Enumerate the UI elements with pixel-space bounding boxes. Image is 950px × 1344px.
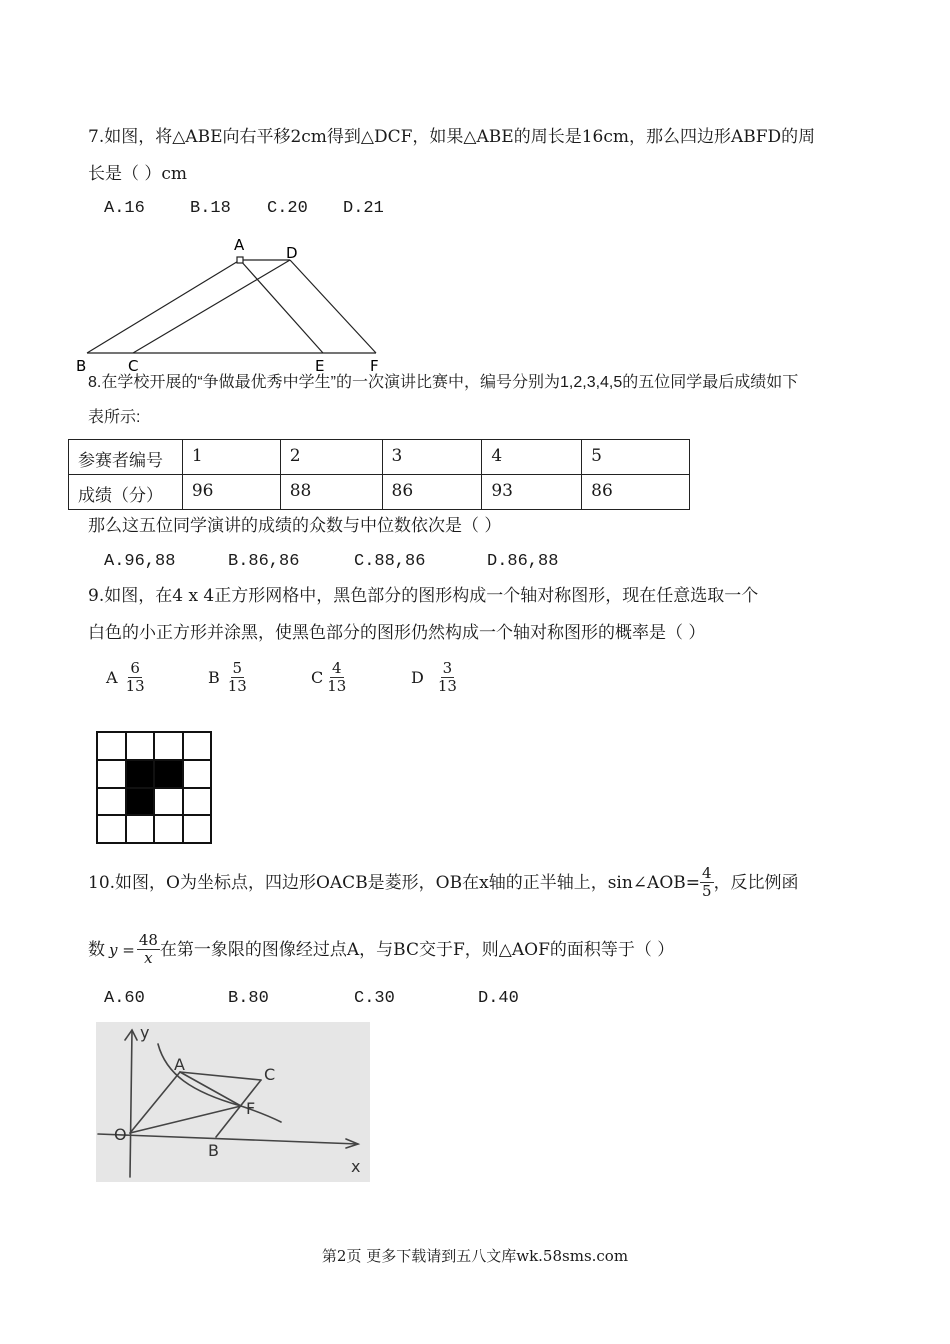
q7-option-a: A.16	[104, 199, 145, 218]
q7-option-b: B.18	[190, 199, 231, 218]
grid-cell-white	[126, 732, 155, 760]
numerator: 4	[702, 864, 712, 882]
q10-label-y: y	[140, 1023, 150, 1042]
q10-label-c: C	[264, 1065, 276, 1084]
table-row	[69, 475, 690, 510]
q10-label-f: F	[246, 1099, 256, 1118]
q9-option-c	[311, 660, 348, 695]
denominator: 13	[437, 677, 457, 695]
q9-text-line2: 白色的小正方形并涂黑，使黑色部分的图形仍然构成一个轴对称图形的概率是（ ）	[88, 623, 706, 643]
grid-cell-white	[154, 732, 183, 760]
fraction	[436, 660, 459, 695]
denominator: 5	[702, 882, 712, 900]
q10-line1-part2: ，反比例函	[713, 872, 799, 893]
grid-cell-white	[97, 788, 126, 816]
q10-label-x: x	[351, 1157, 361, 1176]
table-cell: 93	[482, 475, 582, 510]
table-cell: 5	[582, 440, 690, 475]
table-cell: 96	[182, 475, 280, 510]
denominator: x	[144, 949, 153, 967]
grid-cell-white	[183, 732, 212, 760]
q8-text-line2: 表所示:	[88, 409, 141, 426]
q8-score-table	[68, 439, 690, 510]
function-fraction	[137, 932, 160, 967]
table-cell: 88	[280, 475, 382, 510]
q10-label-b: B	[208, 1141, 219, 1160]
table-cell: 86	[582, 475, 690, 510]
grid-cell-black	[126, 760, 155, 788]
q10-option-c: C.30	[354, 989, 395, 1008]
q10-label-a: A	[174, 1055, 185, 1074]
q9-grid-figure	[96, 731, 212, 844]
q8-option-b: B.86,86	[228, 552, 300, 571]
table-cell: 2	[280, 440, 382, 475]
q7-label-b: B	[76, 357, 87, 372]
q8-text-line1: 8.在学校开展的“争做最优秀中学生”的一次演讲比赛中，编号分别为1,2,3,4,5的五位同学最后成绩如下	[88, 374, 799, 391]
q8-option-c: C.88,86	[354, 552, 426, 571]
q10-line2-part1: 数	[88, 939, 105, 960]
q7-label-a: A	[234, 236, 245, 254]
q9-option-b	[208, 660, 249, 695]
fraction	[325, 660, 348, 695]
q8-option-d: D.86,88	[487, 552, 559, 571]
table-row	[69, 440, 690, 475]
q10-handdrawn-figure	[96, 1022, 370, 1182]
q7-label-d: D	[286, 244, 298, 262]
table-cell: 1	[182, 440, 280, 475]
q7-text-line2: 长是（ ）cm	[88, 164, 188, 184]
q7-label-e: E	[315, 357, 325, 372]
function-lhs: y =	[109, 940, 135, 959]
denominator: 13	[227, 677, 247, 695]
q9-option-d	[411, 660, 459, 695]
q7-label-f: F	[370, 357, 379, 372]
q10-option-b: B.80	[228, 989, 269, 1008]
table-cell: 86	[382, 475, 482, 510]
fraction	[124, 660, 147, 695]
grid-cell-white	[183, 760, 212, 788]
option-letter: C	[311, 668, 324, 687]
q10-line1-part1: 10.如图，O为坐标点，四边形OACB是菱形，OB在x轴的正半轴上，sin∠AOB=	[88, 872, 701, 893]
numerator: 5	[232, 659, 243, 677]
numerator: 4	[332, 659, 342, 677]
table-cell: 3	[382, 440, 482, 475]
grid-cell-white	[183, 788, 212, 816]
q10-figure-drawing	[96, 1022, 370, 1182]
grid-cell-white	[97, 732, 126, 760]
table-cell: 4	[482, 440, 582, 475]
grid-cell-white	[183, 815, 212, 843]
page-footer: 第2页 更多下载请到五八文库wk.58sms.com	[321, 1247, 629, 1265]
grid-cell-black	[154, 760, 183, 788]
q7-option-d: D.21	[343, 199, 384, 218]
q10-label-o: O	[114, 1125, 127, 1144]
grid-cell-white	[97, 760, 126, 788]
option-letter: B	[208, 668, 220, 687]
q10-option-d: D.40	[478, 989, 519, 1008]
table-header-score: 成绩（分）	[69, 475, 183, 510]
grid-cell-black	[126, 788, 155, 816]
q10-text-line2	[88, 932, 674, 967]
q10-option-a: A.60	[104, 989, 145, 1008]
q10-line2-part2: 在第一象限的图像经过点A，与BC交于F，则△AOF的面积等于（ ）	[159, 939, 675, 960]
grid-cell-white	[154, 788, 183, 816]
q9-text-line1: 9.如图，在4 x 4正方形网格中，黑色部分的图形构成一个轴对称图形，现在任意选取一个	[88, 586, 759, 606]
q7-text-line1: 7.如图，将△ABE向右平移2cm得到△DCF，如果△ABE的周长是16cm，那么四边形ABFD的周	[88, 127, 816, 147]
grid-cell-white	[97, 815, 126, 843]
q9-option-a	[106, 660, 147, 695]
option-letter: A	[106, 668, 118, 687]
q7-label-c: C	[128, 357, 139, 372]
denominator: 13	[327, 677, 347, 695]
q7-translation-figure	[70, 232, 400, 372]
grid-cell-white	[126, 815, 155, 843]
q10-text-line1	[88, 865, 799, 900]
table-header-id: 参赛者编号	[69, 440, 183, 475]
numerator: 6	[130, 659, 140, 677]
sin-fraction	[700, 865, 714, 900]
q8-option-a: A.96,88	[104, 552, 176, 571]
denominator: 13	[125, 677, 145, 695]
fraction	[226, 660, 249, 695]
q7-option-c: C.20	[267, 199, 308, 218]
numerator: 48	[138, 931, 158, 949]
grid-cell-white	[154, 815, 183, 843]
option-letter: D	[411, 668, 424, 687]
q8-question: 那么这五位同学演讲的成绩的众数与中位数依次是（ ）	[88, 516, 502, 536]
numerator: 3	[442, 659, 453, 677]
